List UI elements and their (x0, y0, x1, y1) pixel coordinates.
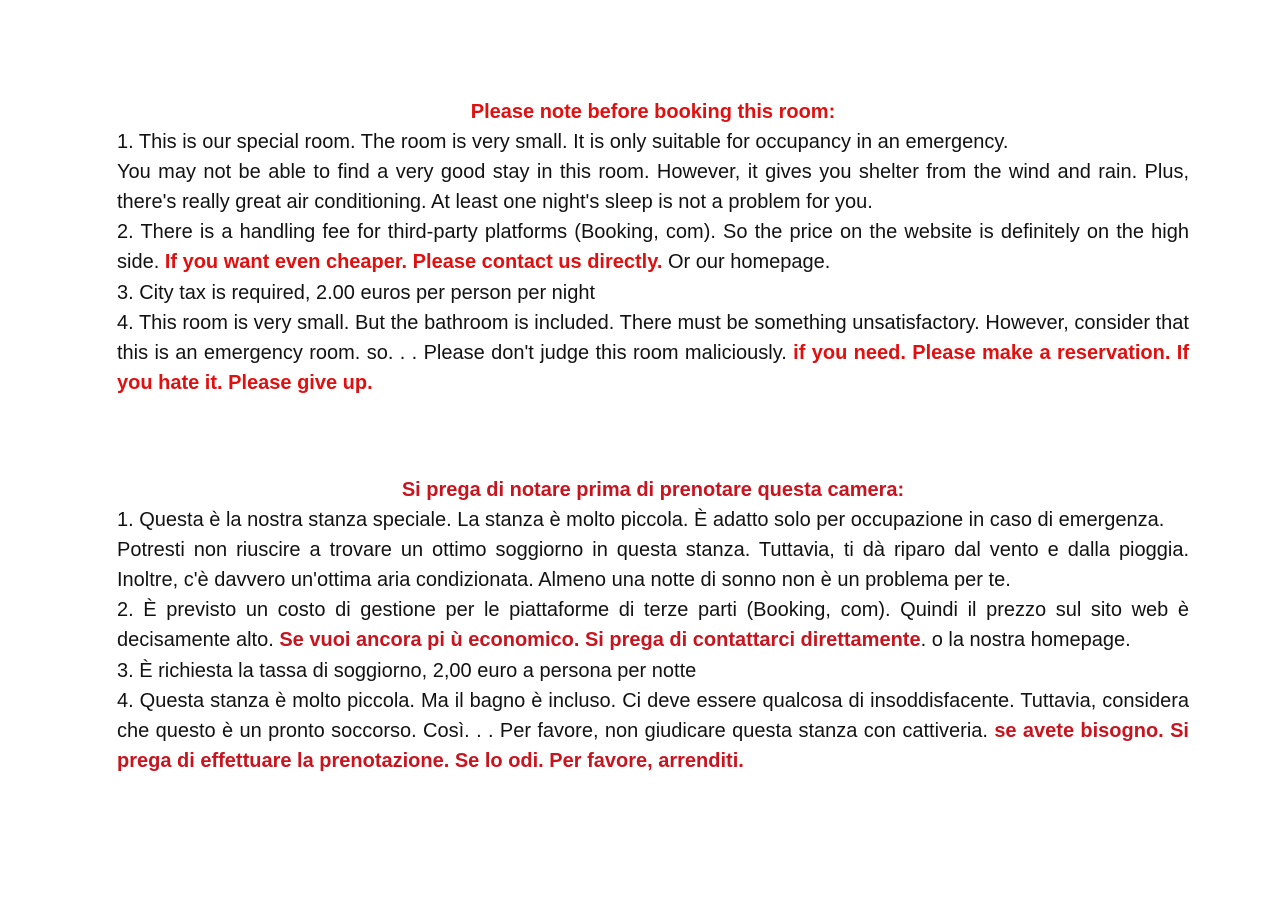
english-point-2-highlight: If you want even cheaper. Please contact us directly. (164, 251, 663, 274)
italian-point-1: 1. Questa è la nostra stanza speciale. La stanza è molto piccola. È adatto solo per occupazione in caso di emergenza. (117, 509, 1165, 532)
english-notice (117, 97, 1189, 398)
english-point-4-text: 4. This room is very small. But the bathroom is included. There must be something unsatisfactory. However, consider that this is an emergency room. so. . . Please don't judge this room maliciously. (117, 311, 1189, 364)
english-point-2-text: 2. There is a handling fee for third-party platforms (Booking, com). So the price on the website is definitely on the high side. (117, 221, 1189, 274)
italian-heading: Si prega di notare prima di prenotare questa camera: (401, 479, 905, 501)
italian-point-4-highlight: se avete bisogno. Si prega di effettuare la prenotazione. Se lo odi. Per favore, arrenditi. (117, 719, 1189, 772)
italian-point-1-detail: Potresti non riuscire a trovare un ottimo soggiorno in questa stanza. Tuttavia, ti dà riparo dal vento e dalla pioggia. Inoltre, c'è davvero un'ottima aria condizionata. Almeno una notte di sonno non è un problema per te. (117, 539, 1189, 592)
english-point-4-highlight: if you need. Please make a reservation. If you hate it. Please give up. (117, 341, 1189, 394)
italian-point-2-highlight: Se vuoi ancora pi ù economico. Si prega di contattarci direttamente (279, 629, 921, 652)
english-point-3: 3. City tax is required, 2.00 euros per person per night (117, 281, 596, 304)
italian-point-2 (117, 595, 1189, 655)
italian-notice (117, 475, 1189, 776)
english-point-2-tail: Or our homepage. (662, 251, 831, 274)
english-point-1-detail: You may not be able to find a very good stay in this room. However, it gives you shelter from the wind and rain. Plus, there's really great air conditioning. At least one night's sleep is not a problem for you. (117, 161, 1189, 214)
english-point-4 (117, 308, 1189, 398)
italian-point-2-tail: . o la nostra homepage. (920, 629, 1131, 652)
italian-point-4-text: 4. Questa stanza è molto piccola. Ma il bagno è incluso. Ci deve essere qualcosa di insoddisfacente. Tuttavia, considera che questo è un pronto soccorso. Così. . . Per favore, non giudicare questa stanza con cattiveria. (117, 689, 1189, 742)
italian-point-4 (117, 686, 1189, 776)
english-heading: Please note before booking this room: (470, 101, 836, 123)
italian-point-3: 3. È richiesta la tassa di soggiorno, 2,00 euro a persona per notte (117, 659, 697, 682)
english-point-1: 1. This is our special room. The room is very small. It is only suitable for occupancy in an emergency. (117, 131, 1009, 154)
italian-point-2-text: 2. È previsto un costo di gestione per le piattaforme di terze parti (Booking, com). Quindi il prezzo sul sito web è decisamente alto. (117, 599, 1189, 652)
english-point-2 (117, 217, 1189, 277)
